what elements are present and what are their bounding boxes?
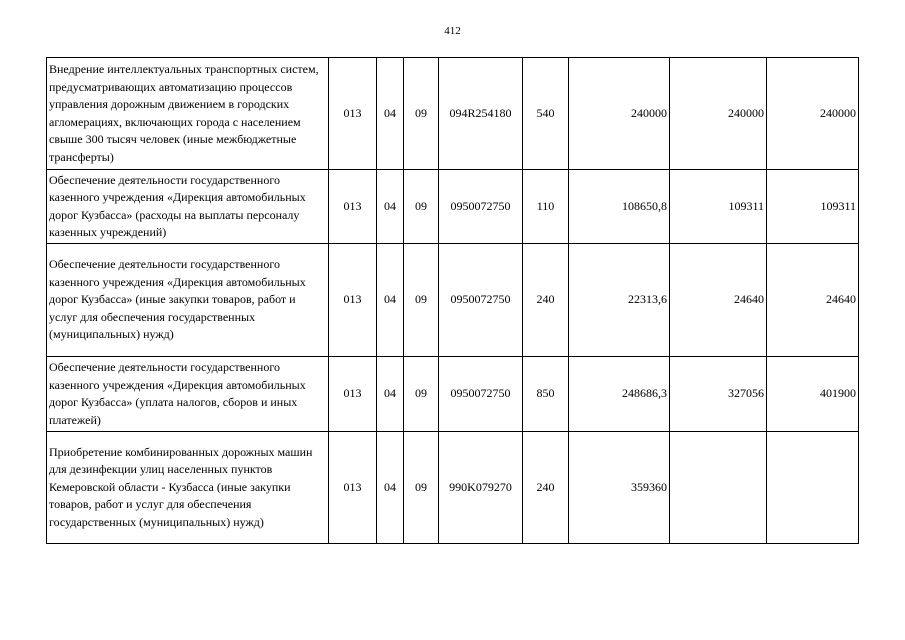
table-row bbox=[47, 170, 859, 244]
amount-cell-3: 24640 bbox=[767, 244, 859, 357]
table-row bbox=[47, 432, 859, 544]
table-row bbox=[47, 58, 859, 170]
amount-cell-3: 240000 bbox=[767, 58, 859, 170]
target-article-code: 0950072750 bbox=[439, 170, 523, 244]
amount-cell-1: 359360 bbox=[569, 432, 670, 544]
amount-cell-2: 109311 bbox=[670, 170, 767, 244]
ministry-code: 013 bbox=[329, 58, 377, 170]
row-description: Внедрение интеллектуальных транспортных систем, предусматривающих автоматизацию процессов управления дорожным движением в городских агломерациях, включающих города с населением свыше 300 тысяч человек (иные межбюджетные трансферты) bbox=[47, 58, 329, 170]
amount-cell-3: 401900 bbox=[767, 357, 859, 432]
row-description: Приобретение комбинированных дорожных машин для дезинфекции улиц населенных пунктов Кемеровской области - Кузбасса (иные закупки товаров, работ и услуг для обеспечения государственных (муниципальных) нужд) bbox=[47, 432, 329, 544]
subsection-code: 09 bbox=[404, 58, 439, 170]
table-row bbox=[47, 357, 859, 432]
page-number: 412 bbox=[444, 25, 461, 37]
subsection-code: 09 bbox=[404, 357, 439, 432]
expense-type-code: 240 bbox=[523, 432, 569, 544]
row-description: Обеспечение деятельности государственного казенного учреждения «Дирекция автомобильных дорог Кузбасса» (иные закупки товаров, работ и услуг для обеспечения государственных (муниципальных) нужд) bbox=[47, 244, 329, 357]
section-code: 04 bbox=[377, 432, 404, 544]
amount-cell-3 bbox=[767, 432, 859, 544]
amount-cell-1: 108650,8 bbox=[569, 170, 670, 244]
amount-cell-2: 240000 bbox=[670, 58, 767, 170]
ministry-code: 013 bbox=[329, 432, 377, 544]
subsection-code: 09 bbox=[404, 170, 439, 244]
amount-cell-1: 248686,3 bbox=[569, 357, 670, 432]
expense-type-code: 540 bbox=[523, 58, 569, 170]
amount-cell-2: 327056 bbox=[670, 357, 767, 432]
target-article-code: 0950072750 bbox=[439, 357, 523, 432]
amount-cell-3: 109311 bbox=[767, 170, 859, 244]
amount-cell-1: 22313,6 bbox=[569, 244, 670, 357]
target-article-code: 0950072750 bbox=[439, 244, 523, 357]
target-article-code: 094R254180 bbox=[439, 58, 523, 170]
ministry-code: 013 bbox=[329, 244, 377, 357]
budget-table bbox=[46, 57, 859, 544]
expense-type-code: 110 bbox=[523, 170, 569, 244]
row-description: Обеспечение деятельности государственного казенного учреждения «Дирекция автомобильных дорог Кузбасса» (уплата налогов, сборов и иных платежей) bbox=[47, 357, 329, 432]
amount-cell-2: 24640 bbox=[670, 244, 767, 357]
amount-cell-1: 240000 bbox=[569, 58, 670, 170]
ministry-code: 013 bbox=[329, 357, 377, 432]
section-code: 04 bbox=[377, 244, 404, 357]
amount-cell-2 bbox=[670, 432, 767, 544]
expense-type-code: 240 bbox=[523, 244, 569, 357]
table-row bbox=[47, 244, 859, 357]
ministry-code: 013 bbox=[329, 170, 377, 244]
section-code: 04 bbox=[377, 170, 404, 244]
expense-type-code: 850 bbox=[523, 357, 569, 432]
row-description: Обеспечение деятельности государственного казенного учреждения «Дирекция автомобильных дорог Кузбасса» (расходы на выплаты персоналу казенных учреждений) bbox=[47, 170, 329, 244]
subsection-code: 09 bbox=[404, 432, 439, 544]
section-code: 04 bbox=[377, 357, 404, 432]
section-code: 04 bbox=[377, 58, 404, 170]
subsection-code: 09 bbox=[404, 244, 439, 357]
target-article-code: 990K079270 bbox=[439, 432, 523, 544]
